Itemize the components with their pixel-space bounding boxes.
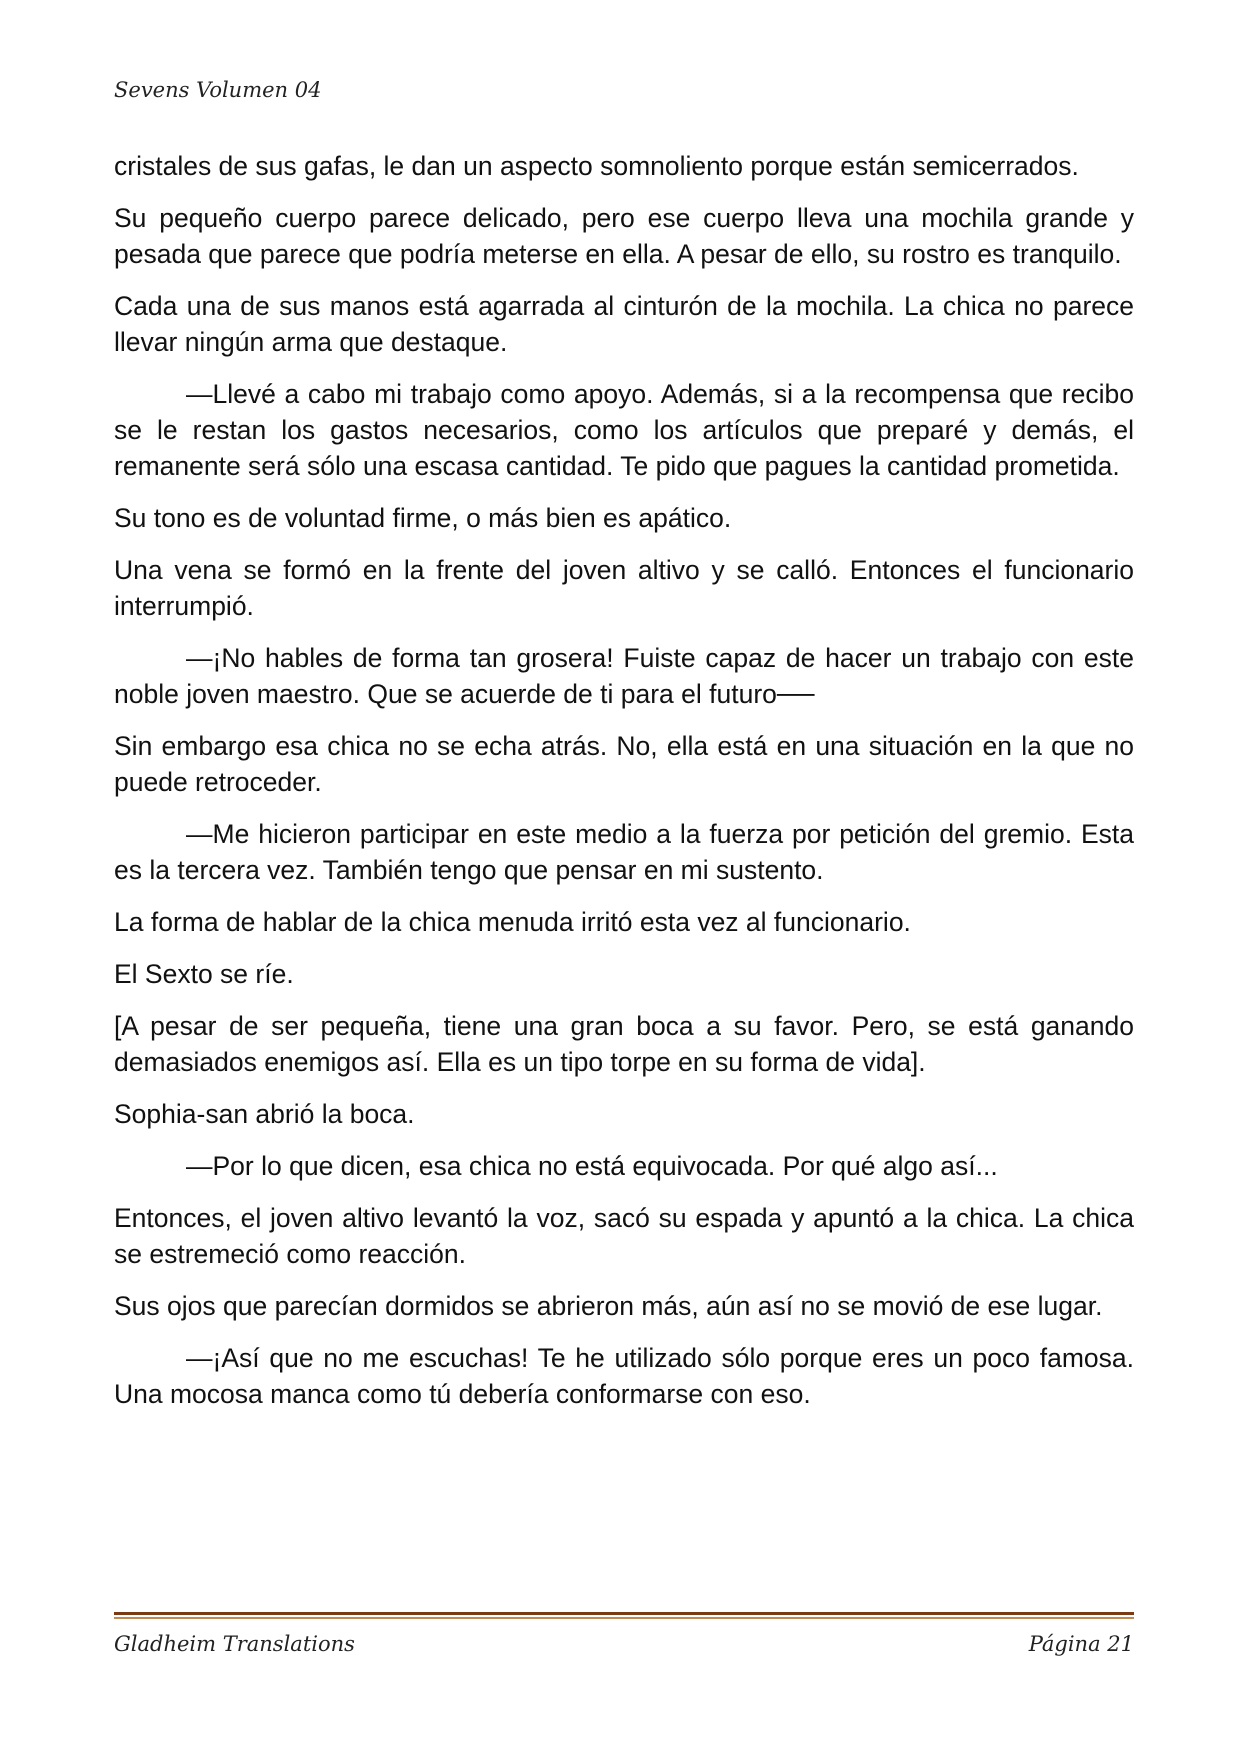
paragraph: Sus ojos que parecían dormidos se abrieron más, aún así no se movió de ese lugar. — [114, 1291, 1103, 1321]
paragraph: Una vena se formó en la frente del joven altivo y se calló. Entonces el funcionario interrumpió. — [114, 555, 1134, 621]
footer-divider-dark — [114, 1612, 1134, 1615]
dialog-paragraph: —¡No hables de forma tan grosera! Fuiste capaz de hacer un trabajo con este noble joven maestro. Que se acuerde de ti para el futuro── — [114, 643, 1134, 709]
paragraph: Su pequeño cuerpo parece delicado, pero ese cuerpo lleva una mochila grande y pesada que parece que podría meterse en ella. A pesar de ello, su rostro es tranquilo. — [114, 203, 1134, 269]
dialog-paragraph: —¡Así que no me escuchas! Te he utilizado sólo porque eres un poco famosa. Una mocosa manca como tú debería conformarse con eso. — [114, 1343, 1134, 1409]
body-text — [114, 148, 1134, 1428]
paragraph: [A pesar de ser pequeña, tiene una gran boca a su favor. Pero, se está ganando demasiados enemigos así. Ella es un tipo torpe en su forma de vida]. — [114, 1011, 1134, 1077]
running-header: Sevens Volumen 04 — [114, 78, 322, 102]
paragraph: cristales de sus gafas, le dan un aspecto somnoliento porque están semicerrados. — [114, 151, 1079, 181]
paragraph: Entonces, el joven altivo levantó la voz, sacó su espada y apuntó a la chica. La chica se estremeció como reacción. — [114, 1203, 1134, 1269]
footer-divider-light — [114, 1617, 1134, 1619]
paragraph: La forma de hablar de la chica menuda irritó esta vez al funcionario. — [114, 907, 911, 937]
dialog-paragraph: —Por lo que dicen, esa chica no está equivocada. Por qué algo así... — [186, 1151, 998, 1181]
dialog-paragraph: —Me hicieron participar en este medio a la fuerza por petición del gremio. Esta es la tercera vez. También tengo que pensar en mi sustento. — [114, 819, 1134, 885]
paragraph: Sophia-san abrió la boca. — [114, 1099, 415, 1129]
dialog-paragraph: —Llevé a cabo mi trabajo como apoyo. Además, si a la recompensa que recibo se le restan los gastos necesarios, como los artículos que preparé y demás, el remanente será sólo una escasa cantidad. Te pido que pagues la cantidad prometida. — [114, 379, 1134, 481]
paragraph: El Sexto se ríe. — [114, 959, 294, 989]
paragraph: Sin embargo esa chica no se echa atrás. No, ella está en una situación en la que no puede retroceder. — [114, 731, 1134, 797]
page-number: Página 21 — [1028, 1632, 1134, 1656]
paragraph: Su tono es de voluntad firme, o más bien es apático. — [114, 503, 732, 533]
footer-credit: Gladheim Translations — [114, 1632, 355, 1656]
paragraph: Cada una de sus manos está agarrada al cinturón de la mochila. La chica no parece llevar ningún arma que destaque. — [114, 291, 1134, 357]
